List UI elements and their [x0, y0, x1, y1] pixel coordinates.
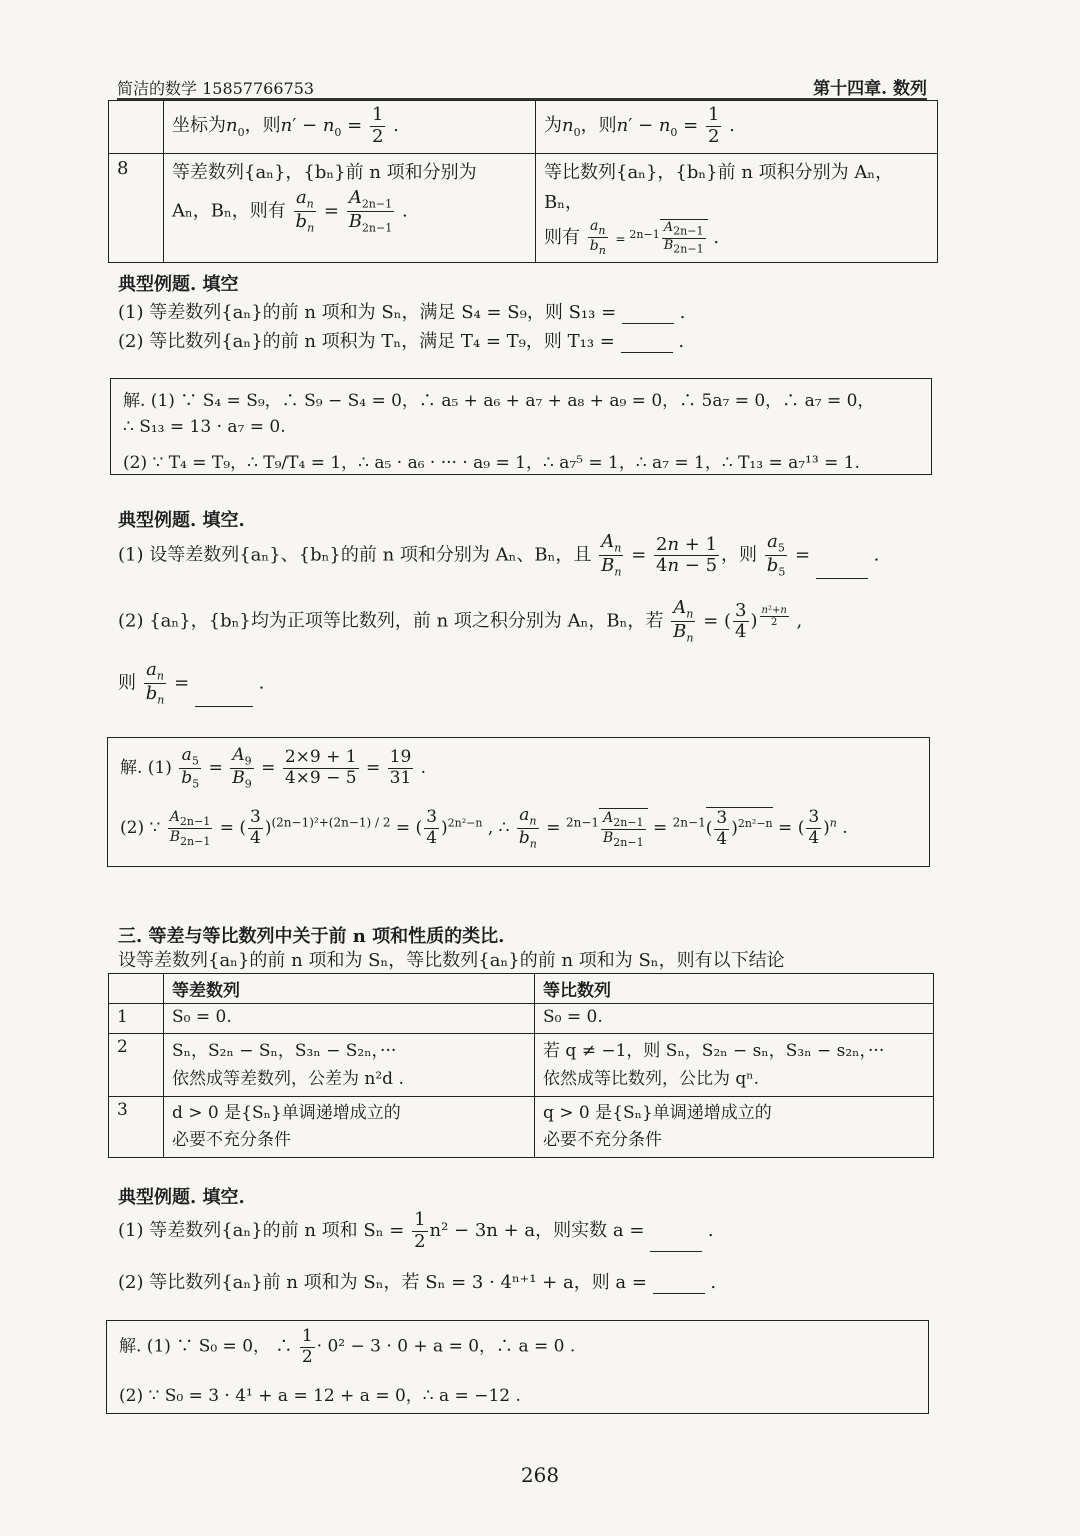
example3-q1: (1) 等差数列{aₙ}的前 n 项和 Sₙ = $\frac{1}{2}$ n² − 3n + a，则实数 a = . [118, 1209, 714, 1252]
solution3-line2: (2) ∵ S₀ = 3 · 4¹ + a = 12 + a = 0，∴ a = −12 . [119, 1386, 521, 1406]
row8-right-line2: 则有 $\frac{a_n}{b_n}$ = $^{2n-1}$ $\frac{A_{2n-1}}{B_{2n-1}}$ . [544, 218, 720, 258]
row-number-empty [109, 101, 164, 154]
cell-left: S₀ = 0. [164, 1004, 535, 1034]
row8-left-line1: 等差数列{aₙ}，{bₙ}前 n 项和分别为 [172, 162, 477, 183]
cell-left-row8 [164, 154, 536, 263]
header-arithmetic: 等差数列 [164, 974, 535, 1004]
example3-title: 典型例题. 填空. [118, 1187, 245, 1208]
comparison-table [108, 973, 934, 1158]
solution1-line2: ∴ S₁₃ = 13 · a₇ = 0. [123, 417, 286, 437]
cell-right: S₀ = 0. [535, 1004, 934, 1034]
cell-right [535, 1097, 934, 1158]
top-table [108, 100, 938, 263]
cell-left-line2: 依然成等差数列，公差为 n²d . [172, 1069, 404, 1089]
solution2-line1: 解. (1) $\frac{a_5}{b_5}$ = $\frac{A_9}{B_9}$ = $\frac{2\times 9 + 1}{4\times 9 - 5}$ = $\frac{19}{31}$ . [120, 745, 427, 791]
section3-intro: 设等差数列{aₙ}的前 n 项和为 Sₙ，等比数列{aₙ}的前 n 项和为 Sₙ，则有以下结论 [118, 950, 785, 971]
fraction-half: $\frac{1}{2}$ [371, 104, 384, 147]
cell-left-line1: Sₙ，S₂ₙ − Sₙ，S₃ₙ − S₂ₙ，··· [172, 1041, 397, 1061]
example2-q2: (2) {aₙ}，{bₙ}均为正项等比数列，前 n 项之积分别为 Aₙ，Bₙ，若 $\frac{A_n}{B_n}$ = ( $\frac{3}{4}$ ) $^{\frac{\text{n²+n}}{2}}$ , [118, 597, 803, 645]
cell-right-line2: 依然成等比数列，公比为 qⁿ. [543, 1069, 760, 1089]
solution1-line1: 解. (1) ∵ S₄ = S₉，∴ S₉ − S₄ = 0，∴ a₅ + a₆ + a₇ + a₈ + a₉ = 0，∴ 5a₇ = 0，∴ a₇ = 0， [123, 391, 875, 411]
row8-right-line1: 等比数列{aₙ}，{bₙ}前 n 项积分别为 Aₙ，Bₙ， [544, 162, 894, 213]
cell-right: 为$n_0$，则$n' - n_0$ = $\frac{1}{2}$ . [536, 101, 938, 154]
page-number: 268 [520, 1463, 560, 1487]
example1-q2: (2) 等比数列{aₙ}的前 n 项积为 Tₙ，满足 T₄ = T₉，则 T₁₃ = . [118, 331, 685, 352]
solution2-box [107, 737, 930, 867]
cell-left: 坐标为$n_0$，则$n' - n_0$ = $\frac{1}{2}$ . [164, 101, 536, 154]
cell-right [535, 1034, 934, 1097]
solution3-box [106, 1320, 929, 1414]
header-left: 简洁的数学 15857766753 [117, 79, 315, 98]
section3-title: 三. 等差与等比数列中关于前 n 项和性质的类比. [118, 926, 505, 947]
header-geometric: 等比数列 [535, 974, 934, 1004]
solution3-line1: 解. (1) ∵ S₀ = 0， ∴ $\frac{1}{2}$ · 0² − 3 · 0 + a = 0，∴ a = 0 . [119, 1326, 576, 1367]
row-number: 2 [109, 1034, 164, 1097]
solution2-line2: (2) ∵ $\frac{A_{2n-1}}{B_{2n-1}}$ = ( $\frac{3}{4}$ )$^{(2n-1)^2+(2n-1) / 2}$ = ( $\frac{3}{4}$ )$^{2n^2-n}$ , ∴ $\frac{a_n}{b_n}$ = $^{2n-1}$ $\frac{A_{2n-1}}{B_{2n-1}}$ = $^{2n-1}$( $\frac{3}{4}$ )$^{2n^2-n}$ = ( $\frac{3}{4}$ )$^n$ . [120, 805, 848, 851]
cell-left [164, 1034, 535, 1097]
example1-title: 典型例题. 填空 [118, 274, 239, 295]
row-number: 3 [109, 1097, 164, 1158]
example3-q2: (2) 等比数列{aₙ}前 n 项和为 Sₙ，若 Sₙ = 3 · 4ⁿ⁺¹ + a，则 a = . [118, 1272, 717, 1293]
header-empty [109, 974, 164, 1004]
cell-left [164, 1097, 535, 1158]
row8-left-line2: Aₙ，Bₙ，则有 $\frac{a_n}{b_n}$ = $\frac{A_{2n-1}}{B_{2n-1}}$ . [172, 187, 408, 235]
page-header [117, 74, 927, 100]
solution1-box [110, 378, 932, 475]
cell-right-row8 [536, 154, 938, 263]
fraction-half: $\frac{1}{2}$ [707, 104, 720, 147]
cell-left-line1: d > 0 是{Sₙ}单调递增成立的 [172, 1103, 401, 1123]
example2-q1: (1) 设等差数列{aₙ}、{bₙ}的前 n 项和分别为 Aₙ、Bₙ，且 $\frac{A_n}{B_n}$ = $\frac{2n + 1}{4n - 5}$ ，则 $\frac{a_5}{b_5}$ = . [118, 531, 880, 579]
cell-right-line2: 必要不充分条件 [543, 1130, 662, 1150]
cell-left-line2: 必要不充分条件 [172, 1130, 291, 1150]
row-number: 1 [109, 1004, 164, 1034]
solution1-line3: (2) ∵ T₄ = T₉，∴ T₉/T₄ = 1，∴ a₅ · a₆ · ··· · a₉ = 1，∴ a₇⁵ = 1，∴ a₇ = 1，∴ T₁₃ = a₇¹³ = 1. [123, 453, 860, 473]
example1-q1: (1) 等差数列{aₙ}的前 n 项和为 Sₙ，满足 S₄ = S₉，则 S₁₃ = . [118, 302, 686, 323]
cell-right-line1: q > 0 是{Sₙ}单调递增成立的 [543, 1103, 772, 1123]
example2-title: 典型例题. 填空. [118, 510, 245, 531]
row-number: 8 [109, 154, 164, 263]
example2-q2-tail: 则 $\frac{a_n}{b_n}$ = . [118, 659, 265, 707]
chapter-title: 第十四章. 数列 [813, 79, 927, 99]
cell-right-line1: 若 q ≠ −1，则 Sₙ，S₂ₙ − sₙ，S₃ₙ − s₂ₙ，··· [543, 1041, 885, 1061]
